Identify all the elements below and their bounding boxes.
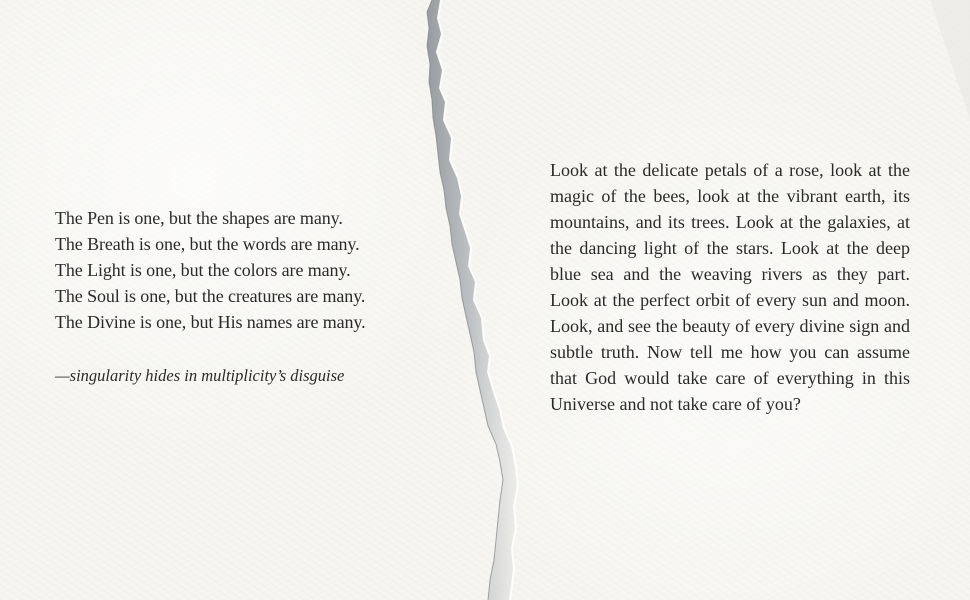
poem-line-3: The Light is one, but the colors are many. [55,260,351,280]
right-edge-shadow [930,0,970,120]
poem-line-4: The Soul is one, but the creatures are many. [55,286,366,306]
poem-signature: —singularity hides in multiplicity’s disguise [55,366,345,385]
passage-block: Look at the delicate petals of a rose, look at the magic of the bees, look at the vibrant earth, its mountains, and its trees. Look at the galaxies, at the dancing light of the stars. Look at the deep blue sea and the weaving rivers as they part. Look at the perfect orbit of every sun and moon. Look, and see the beauty of every divine sign and subtle truth. Now tell me how you can assume that God would take care of everything in this Universe and not take care of you? [550,160,910,414]
poem-block [55,205,425,387]
poem-line-2: The Breath is one, but the words are many. [55,234,360,254]
poem-line-1: The Pen is one, but the shapes are many. [55,208,343,228]
poem-line-5: The Divine is one, but His names are many. [55,312,366,332]
